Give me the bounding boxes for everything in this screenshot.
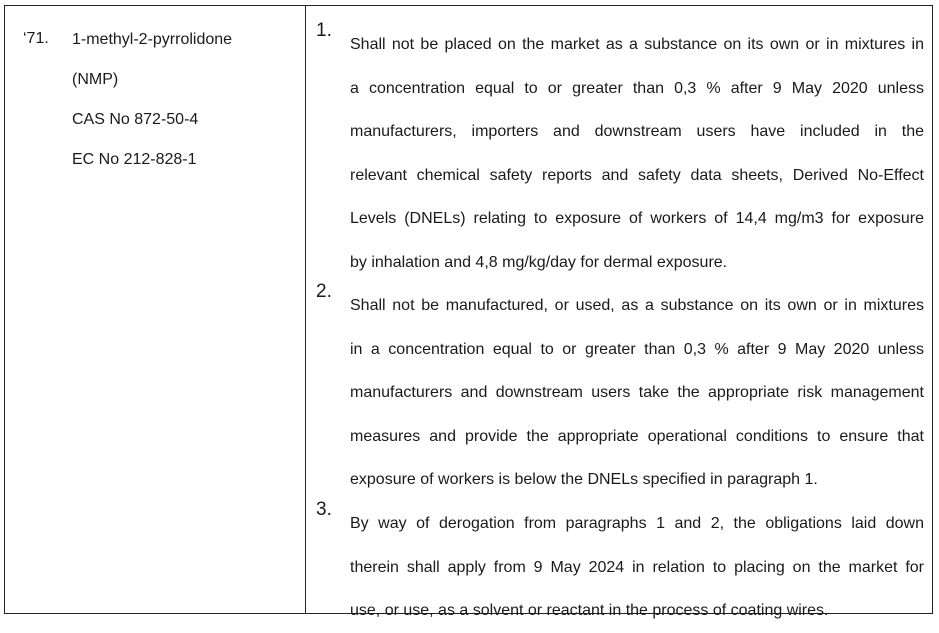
ec-number: EC No 212-828-1 <box>72 151 197 168</box>
restriction-table <box>4 5 933 619</box>
substance-identity <box>72 30 232 190</box>
text-line: Shall not be manufactured, or used, as a substance on its own or in mixtures <box>350 297 924 314</box>
entry-number: ‘71. <box>23 30 49 47</box>
text-line: therein shall apply from 9 May 2024 in relation to placing on the market for <box>350 558 924 576</box>
text-line: Shall not be placed on the market as a substance on its own or in mixtures in <box>350 36 924 53</box>
paragraph-number: 1. <box>316 20 332 41</box>
paragraph-text <box>350 23 924 284</box>
substance-name: 1-methyl-2-pyrrolidone <box>72 31 233 48</box>
text-line: by inhalation and 4,8 mg/kg/day for dermal exposure. <box>350 253 728 271</box>
conditions-cell <box>306 6 932 619</box>
text-line: By way of derogation from paragraphs 1 and 2, the obligations laid down <box>350 515 924 532</box>
text-line: Levels (DNELs) relating to exposure of workers of 14,4 mg/m3 for exposure <box>350 210 924 227</box>
substance-abbreviation: (NMP) <box>72 71 119 88</box>
text-line: relevant chemical safety reports and safety data sheets, Derived No-Effect <box>350 166 924 184</box>
paragraph-number: 2. <box>316 281 332 302</box>
cas-number: CAS No 872-50-4 <box>72 111 199 128</box>
text-line: exposure of workers is below the DNELs specified in paragraph 1. <box>350 471 818 488</box>
text-line: manufacturers, importers and downstream users have included in the <box>350 123 924 140</box>
substance-cell <box>5 6 306 613</box>
paragraph-text <box>350 284 924 502</box>
text-line: manufacturers and downstream users take the appropriate risk management <box>350 384 924 401</box>
paragraph-number: 3. <box>316 499 332 520</box>
text-line: use, or use, as a solvent or reactant in the process of coating wires. <box>350 602 829 619</box>
text-line: a concentration equal to or greater than 0,3 % after 9 May 2020 unless <box>350 79 924 97</box>
text-line: in a concentration equal to or greater than 0,3 % after 9 May 2020 unless <box>350 340 924 358</box>
text-line: measures and provide the appropriate operational conditions to ensure that <box>350 427 924 445</box>
paragraph-text <box>350 502 924 633</box>
